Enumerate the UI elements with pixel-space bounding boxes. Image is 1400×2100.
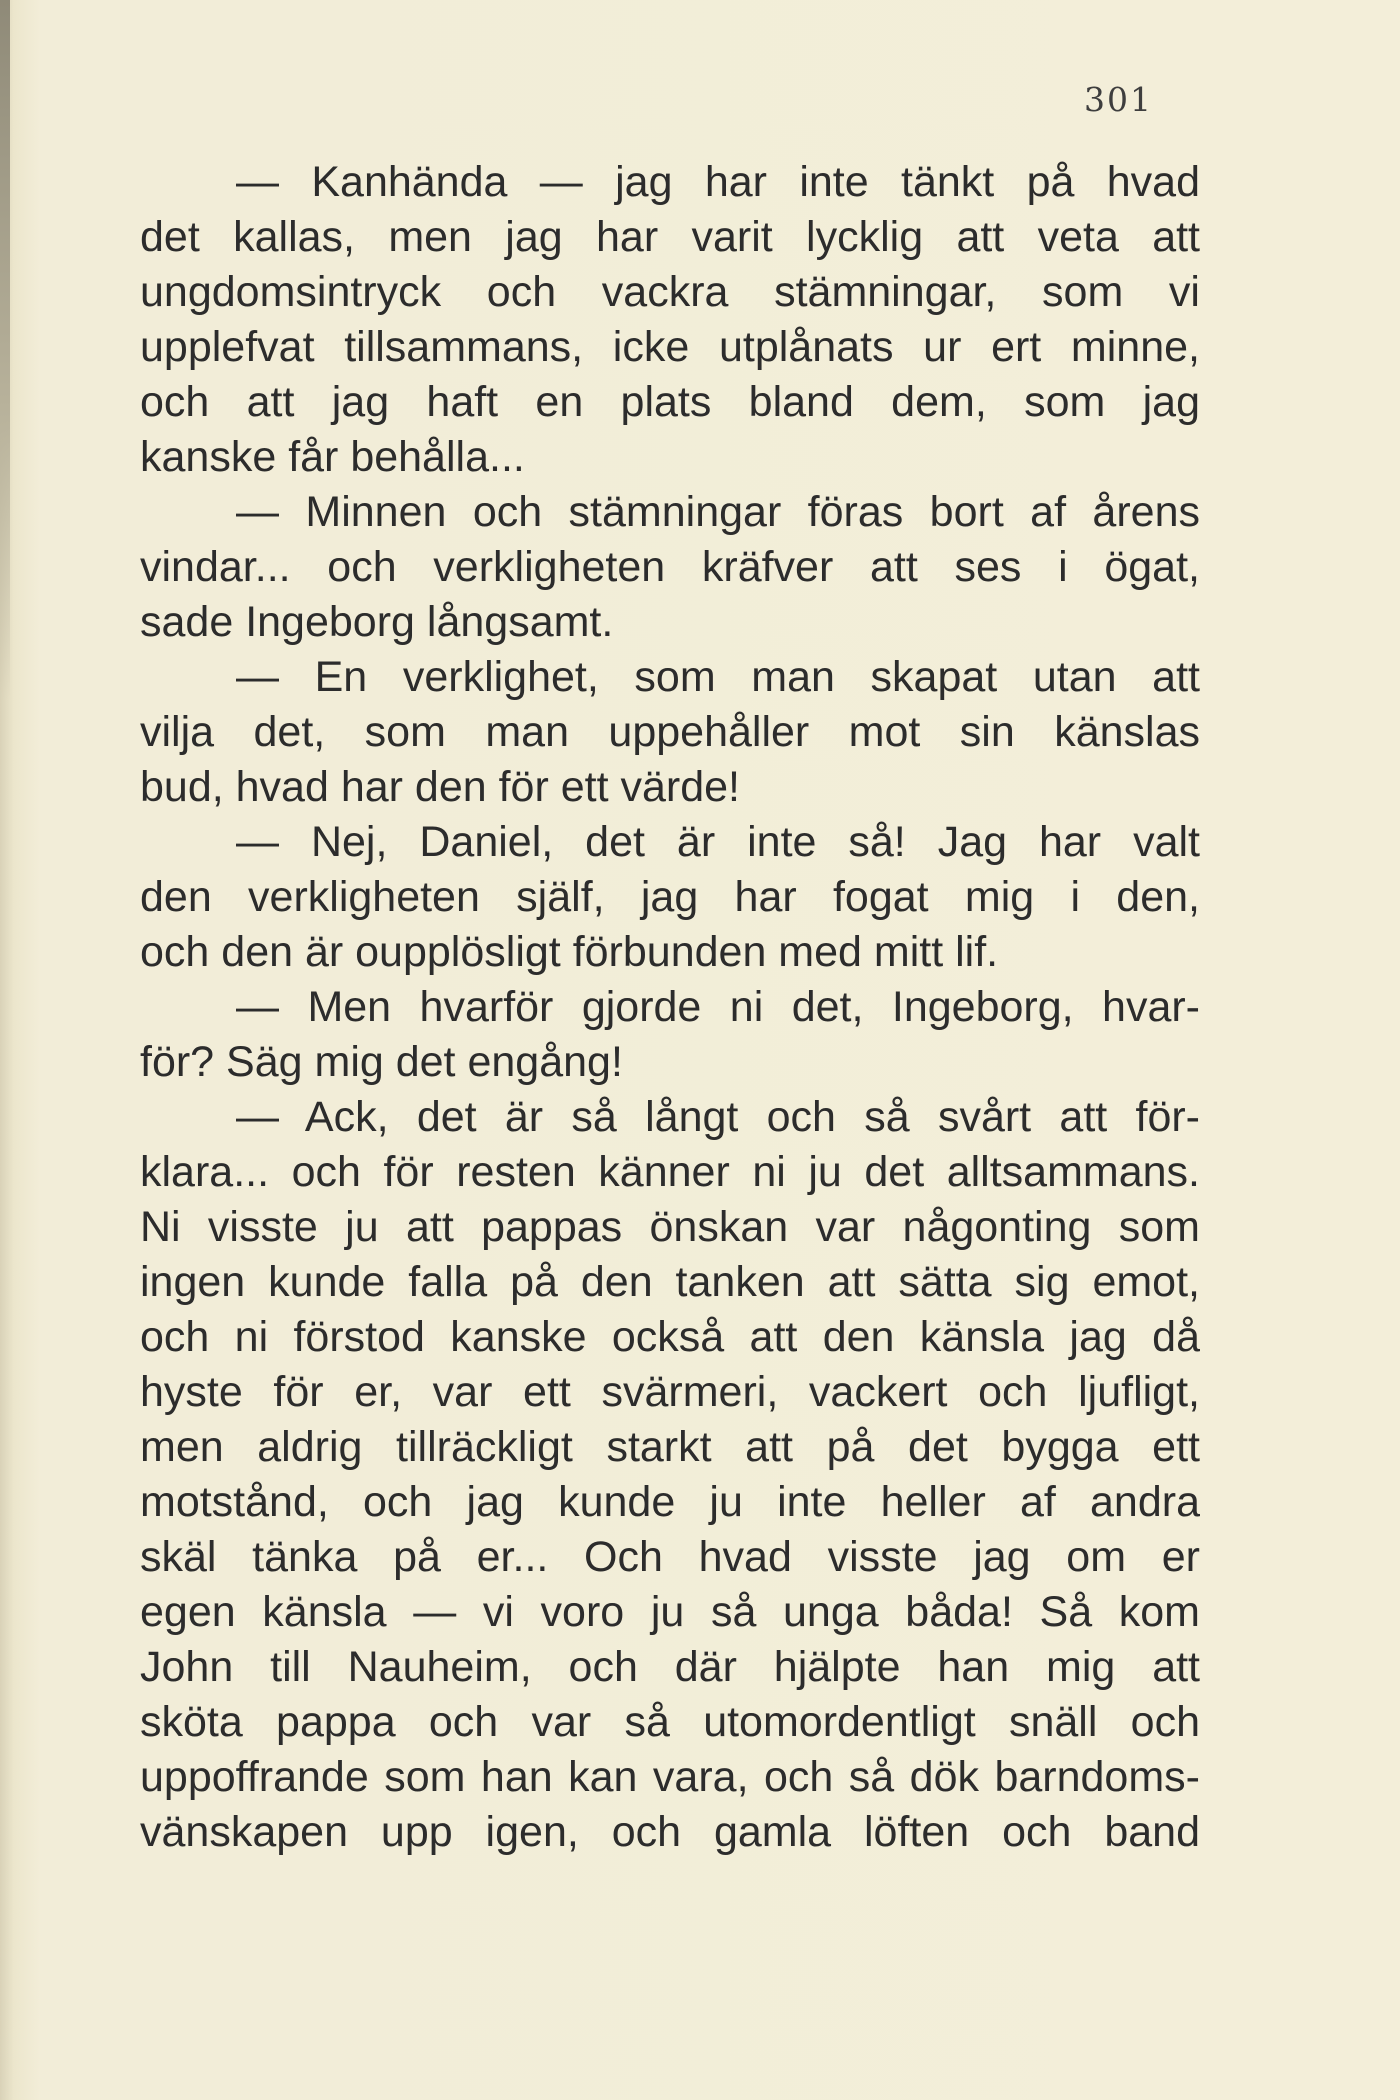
text-line: sade Ingeborg långsamt. (140, 598, 614, 646)
text-line: och ni förstod kanske också att den känsla jag då (140, 1313, 1200, 1361)
text-line: men aldrig tillräckligt starkt att på det bygga ett (140, 1423, 1200, 1471)
text-line: klara... och för resten känner ni ju det alltsammans. (140, 1148, 1200, 1196)
page-number: 301 (1084, 80, 1153, 119)
text-line: upplefvat tillsammans, icke utplånats ur ert minne, (140, 323, 1200, 371)
text-line: sköta pappa och var så utomordentligt snäll och (140, 1698, 1200, 1746)
text-line: skäl tänka på er... Och hvad visste jag om er (140, 1533, 1200, 1581)
text-line: bud, hvad har den för ett värde! (140, 763, 741, 811)
page-binding-edge (0, 0, 10, 700)
text-line: — Ack, det är så långt och så svårt att för- (236, 1093, 1200, 1141)
text-line: motstånd, och jag kunde ju inte heller af andra (140, 1478, 1200, 1526)
text-line: och den är oupplösligt förbunden med mitt lif. (140, 928, 999, 976)
text-line: uppoffrande som han kan vara, och så dök barndoms- (140, 1753, 1200, 1801)
text-line: det kallas, men jag har varit lycklig att veta att (140, 213, 1200, 261)
text-line: — En verklighet, som man skapat utan att (236, 653, 1200, 701)
text-line: vindar... och verkligheten kräfver att ses i ögat, (140, 543, 1200, 591)
text-line: egen känsla — vi voro ju så unga båda! Så kom (140, 1588, 1200, 1636)
text-line: — Minnen och stämningar föras bort af årens (236, 488, 1200, 536)
text-line: — Kanhända — jag har inte tänkt på hvad (236, 158, 1200, 206)
text-line: ungdomsintryck och vackra stämningar, som vi (140, 268, 1200, 316)
text-line: den verkligheten själf, jag har fogat mig i den, (140, 873, 1200, 921)
text-line: och att jag haft en plats bland dem, som jag (140, 378, 1200, 426)
body-text (140, 155, 1200, 1860)
text-line: John till Nauheim, och där hjälpte han mig att (140, 1643, 1200, 1691)
text-line: vilja det, som man uppehåller mot sin känslas (140, 708, 1200, 756)
text-line: — Men hvarför gjorde ni det, Ingeborg, hvar- (236, 983, 1200, 1031)
text-line: kanske får behålla... (140, 433, 525, 481)
text-line: — Nej, Daniel, det är inte så! Jag har valt (236, 818, 1200, 866)
text-line: hyste för er, var ett svärmeri, vackert och ljufligt, (140, 1368, 1200, 1416)
text-line: ingen kunde falla på den tanken att sätta sig emot, (140, 1258, 1200, 1306)
text-line: Ni visste ju att pappas önskan var någonting som (140, 1203, 1200, 1251)
text-line: vänskapen upp igen, och gamla löften och band (140, 1808, 1200, 1856)
text-line: för? Säg mig det engång! (140, 1038, 623, 1086)
